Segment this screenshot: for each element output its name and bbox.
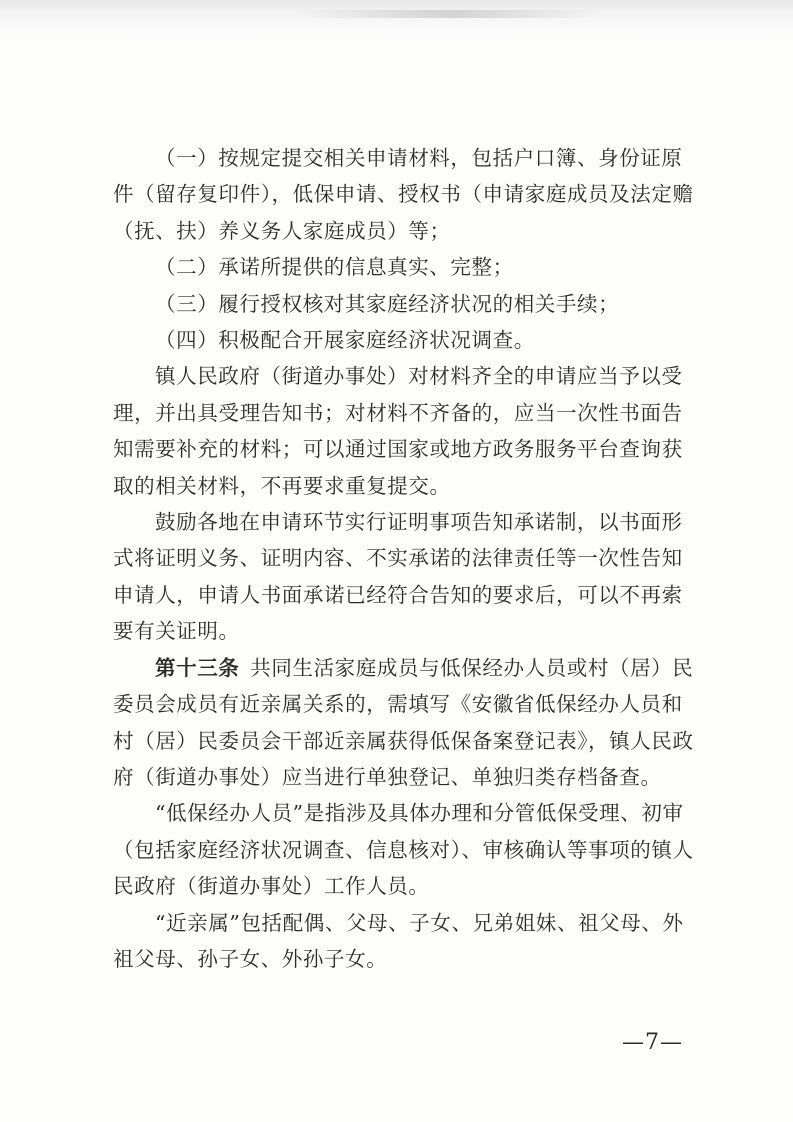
article-13 — [113, 650, 701, 796]
article-13-text: 共同生活家庭成员与低保经办人员或村（居）民委员会成员有近亲属关系的，需填写《安徽省低保经办人员和村（居）民委员会干部近亲属获得低保备案登记表》，镇人民政府（街道办事处）应当进行单独登记、单独归类存档备查。 — [113, 655, 694, 789]
definition-staff: “低保经办人员”是指涉及具体办理和分管低保受理、初审（包括家庭经济状况调查、信息核对）、审核确认等事项的镇人民政府（街道办事处）工作人员。 — [113, 801, 694, 899]
scan-shadow — [0, 0, 793, 42]
paragraph-item-3: （三）履行授权核对其家庭经济状况的相关手续； — [155, 291, 620, 316]
scan-artifact — [300, 10, 600, 18]
paragraph-acceptance: 镇人民政府（街道办事处）对材料齐全的申请应当予以受理，并出具受理告知书；对材料不齐备的，应当一次性书面告知需要补充的材料；可以通过国家或地方政务服务平台查询获取的相关材料，不再要求重复提交。 — [113, 364, 683, 498]
paragraph-item-2: （二）承诺所提供的信息真实、完整； — [155, 255, 514, 280]
definition-relatives: “近亲属”包括配偶、父母、子女、兄弟姐妹、祖父母、外祖父母、孙子女、外孙子女。 — [113, 910, 684, 971]
paragraph-item-1: （一）按规定提交相关申请材料，包括户口簿、身份证原件（留存复印件），低保申请、授权书（申请家庭成员及法定赡（抚、扶）养义务人家庭成员）等； — [113, 146, 694, 243]
article-13-heading: 第十三条 — [155, 655, 240, 680]
page-number: —7— — [622, 1030, 683, 1055]
paragraph-commitment: 鼓励各地在申请环节实行证明事项告知承诺制，以书面形式将证明义务、证明内容、不实承诺的法律责任等一次性告知申请人，申请人书面承诺已经符合告知的要求后，可以不再索要有关证明。 — [113, 510, 683, 644]
paragraph-item-4: （四）积极配合开展家庭经济状况调查。 — [155, 328, 535, 353]
document-body — [113, 140, 701, 977]
